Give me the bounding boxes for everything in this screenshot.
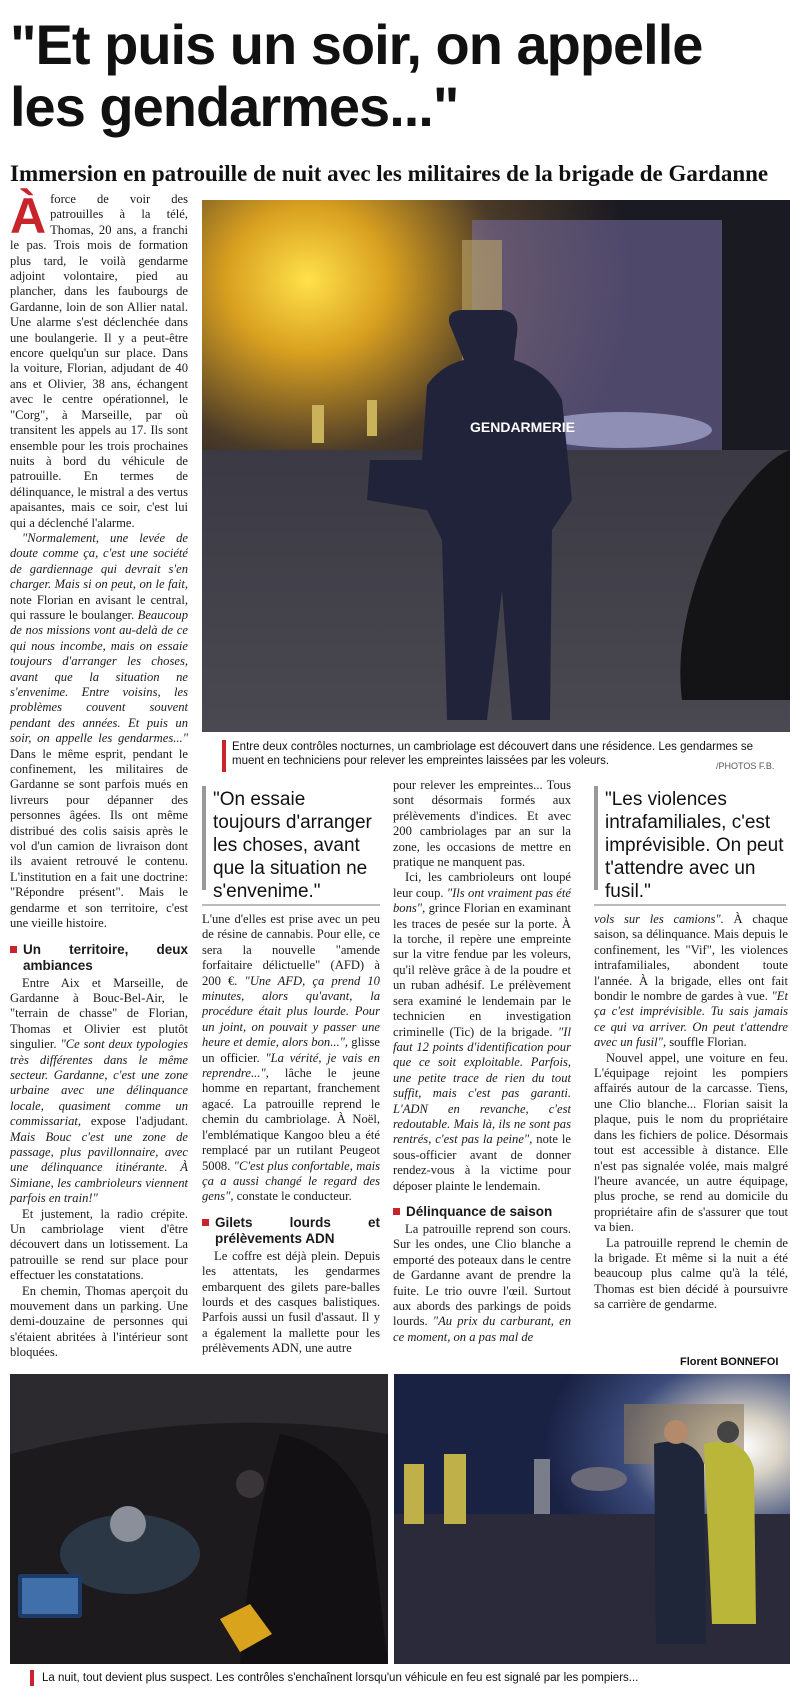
paragraph	[393, 1222, 571, 1345]
text: L'une d'elles est prise avec un peu de résine de cannabis. Pour elle, ce sera la nouvelle "amende forfaitaire délictuelle" (AFD) à 200 €.	[202, 912, 380, 988]
subhead-text: Gilets lourds et prélèvements ADN	[215, 1214, 380, 1246]
text: note Florian en avisant le central, qui rassure le boulanger.	[10, 592, 188, 622]
paragraph	[10, 531, 188, 932]
text: souffle Florian.	[666, 1035, 747, 1050]
article-column-2	[202, 912, 380, 1357]
quote-text: "Il faut 12 points d'identification pour que ce soit exploitable. Parfois, une petite trace de rien du tout suffit, mais c'est pas garanti. L'ADN en revanche, c'est redoutable. Mais là, ils ne sont pas rentrés, c'est pas la peine",	[393, 1024, 571, 1147]
photo-caption-bottom: La nuit, tout devient plus suspect. Les contrôles s'enchaînent lorsqu'un véhicule en feu est signalé par les pompiers...	[42, 1672, 639, 1684]
quote-text: "Une AFD, ça prend 10 minutes, alors qu'avant, la procédure était plus lourde. Pour un joint, on pouvait y passer une heure et demie, alors bon...",	[202, 973, 380, 1050]
subhead	[202, 1215, 380, 1247]
bullet-square	[202, 1219, 209, 1226]
quote-text: "Normalement, une levée de doute comme ça, c'est une société de gardiennage qui devrait s'en charger. Mais si on peut, on le fait,	[10, 530, 188, 592]
pull-quote-1: "On essaie toujours d'arranger les choses, avant que la situation ne s'envenime."	[213, 789, 372, 902]
photo-patrol-car-interior	[10, 1374, 388, 1664]
paragraph: Nouvel appel, une voiture en feu. L'équipage rejoint les pompiers affairés autour de la carcasse. Tiens, une Clio blanche... Florian saisit la plaque, puis le nom du propriétaire dans les fichiers de police. Désormais tout est accessible à distance. Elle n'est pas signalée volée, mais malgré l'heure avancée, un autre équipage, plus proche, se rend au domicile du propriétaire afin de s'assurer que tout va bien.	[594, 1050, 788, 1235]
text: lâche le jeune homme en repartant, franchement agacé. La patrouille reprend le chemin du cambriolage. À Noël, l'emblématique Kangoo bleu a été remplacé par un rutilant Peugeot 5008.	[202, 1066, 380, 1173]
paragraph: La patrouille reprend le chemin de la brigade. Et même si la nuit a été beaucoup plus calme qu'à la télé, Thomas est bien décidé à poursuivre sa carrière de gendarme.	[594, 1235, 788, 1312]
quote-bar	[594, 786, 598, 890]
text: La patrouille reprend son cours. Sur les ondes, une Clio blanche a emporté des poteaux dans le centre de Gardanne avant de prendre la fuite. Le trio ouvre l'œil. Surtout aux abords des parkings de poids lourds.	[393, 1221, 571, 1329]
bullet-square	[393, 1208, 400, 1215]
paragraph	[594, 912, 788, 1051]
headline: "Et puis un soir, on appelle les gendarmes..."	[10, 13, 703, 138]
paragraph: Le coffre est déjà plein. Depuis les attentats, les gendarmes embarquent des gilets pare-balles lourds et des casques balistiques. Parfois aussi un fusil d'assaut. Il y a également la mallette pour les prélèvements ADN, une autre	[202, 1248, 380, 1356]
text: Dans le même esprit, pendant le confinement, les militaires de Gardanne se sont parfois mués en livreurs pour dépanner des personnes âgées. Ils ont même distribué des colis saisis après le vol d'un camion de livraison dont ils avaient retrouvé le contenu. L'institution en a fait une doctrine: "Répondre présent". Mais le gendarme et son territoire, c'est une vieille histoire.	[10, 746, 188, 931]
quote-text: Beaucoup de nos missions vont au-delà de ce qui nous incombe, mais on essaie toujours d'arranger les choses, avant que la situation ne s'envenime. Entre voisins, les problèmes couvent souvent pendant des années. Et puis un soir, on appelle les gendarmes..."	[10, 607, 188, 746]
author-signature: Florent BONNEFOI	[680, 1356, 779, 1368]
text: Ici, les cambrioleurs ont loupé leur coup.	[393, 870, 571, 900]
paragraph	[10, 976, 188, 1207]
article-column-1	[10, 188, 188, 1361]
text: À chaque saison, sa délinquance. Mais depuis le confinement, les "Vif", les violences intrafamiliales, abondent toute l'année. À la brigade, elles ont fait bondir le nombre de gardes à vue.	[594, 912, 788, 1004]
bullet-square	[10, 946, 17, 953]
quote-bar	[202, 786, 206, 890]
quote-text: "Au prix du carburant, en ce moment, on a pas mal de	[393, 1314, 571, 1344]
text: constate le conducteur.	[233, 1189, 352, 1204]
subheadline: Immersion en patrouille de nuit avec les militaires de la brigade de Gardanne	[10, 161, 769, 186]
caption-bar	[222, 740, 226, 772]
text: glisse un officier.	[202, 1035, 380, 1065]
photo-illustration	[202, 200, 790, 732]
text: Entre Aix et Marseille, de Gardanne à Bouc-Bel-Air, le "terrain de chasse" de Florian, Thomas et Olivier est plutôt singulier.	[10, 975, 188, 1052]
photo-gendarme-night	[202, 200, 790, 732]
quote-text: "C'est plus confortable, mais ça a aussi changé le regard des gens",	[202, 1158, 381, 1204]
subhead	[393, 1204, 571, 1220]
text: grince Florian en examinant les traces de pesée sur la porte. À la torche, il repère une empreinte sur la vitre fendue par les voleurs, qu'il relève grâce à de la poudre et un ruban adhésif. Le prélèvement sera examiné le lendemain par le technicien en investigation criminelle (Tic) de la brigade.	[393, 901, 571, 1039]
photo-illustration	[10, 1374, 388, 1664]
photo-caption-top: Entre deux contrôles nocturnes, un cambriolage est découvert dans une résidence. Les gendarmes se muent en techniciens pour relever les empreintes laissées par les voleurs.	[232, 741, 754, 767]
quote-text: "Et ça c'est imprévisible. Tu sais jamais ce qui va arriver. On peut t'attendre avec un fusil",	[594, 989, 788, 1050]
paragraph	[202, 912, 380, 1205]
paragraph: Et justement, la radio crépite. Un cambriolage vient d'être découvert dans un lotissement. La patrouille se rend sur place pour effectuer les constatations.	[10, 1206, 188, 1283]
text: force de voir des patrouilles à la télé, Thomas, 20 ans, a franchi le pas. Trois mois de formation plus tard, le voilà gendarme adjoint volontaire, pied au plancher, dans les faubourgs de Gardanne, loin de son Allier natal. Une alarme s'est déclenchée dans une boulangerie. Il y a peut-être encore quelqu'un sur place. Dans la voiture, Florian, adjudant de 40 ans et Olivier, 38 ans, échangent avec le centre opérationnel, le "Corg", à Marseille, par où transitent les appels au 17. Ils sont ensemble pour les trois prochaines nuits à bord du véhicule de patrouille. En termes de délinquance, le mistral a des vertus apaisantes, mais ce soir, c'est lui qui a déclenché l'alarme.	[10, 192, 188, 530]
quote-underline	[202, 904, 380, 906]
dropcap: À	[10, 188, 47, 244]
paragraph	[393, 870, 571, 1194]
paragraph: pour relever les empreintes... Tous sont désormais formés aux prélèvements d'indices. Et avec 200 cambriolages par an sur la zone, les occasions de mettre en pratique ne manquent pas.	[393, 778, 571, 870]
pull-quote-2: "Les violences intrafamiliales, c'est imprévisible. On peut t'attendre avec un fusil."	[605, 789, 784, 902]
photo-illustration	[394, 1374, 790, 1664]
subhead-text: Un territoire, deux ambiances	[23, 941, 188, 973]
photo-credit: /PHOTOS F.B.	[716, 761, 775, 771]
quote-underline	[594, 904, 786, 906]
quote-text: "Ce sont deux typologies très différentes dans le même secteur. Gardanne, c'est une zone urbaine avec une délinquance locale, quasiment comme un commissariat,	[10, 1037, 188, 1129]
paragraph	[10, 188, 188, 531]
paragraph: En chemin, Thomas aperçoit du mouvement dans un parking. Une demi-douzaine de personnes qui s'étaient abritées à l'intérieur sont bloquées.	[10, 1283, 188, 1360]
article-column-3	[393, 778, 571, 1345]
text: note le sous-officier avant de donner rendez-vous à la victime pour déposer plainte le lendemain.	[393, 1132, 571, 1193]
quote-text: "Ils ont vraiment pas été bons",	[393, 885, 571, 916]
subhead	[10, 942, 188, 974]
photo-car-fire-firefighters	[394, 1374, 790, 1664]
quote-text: Mais Bouc c'est une zone de passage, plus pavillonnaire, avec une délinquance itinérante. À Simiane, les cambrioleurs viennent parfois en train!"	[10, 1129, 188, 1206]
quote-text: "La vérité, je vais en reprendre...",	[202, 1050, 380, 1081]
caption-bar	[30, 1670, 34, 1686]
quote-text: vols sur les camions".	[594, 912, 724, 926]
subhead-text: Délinquance de saison	[406, 1203, 553, 1219]
article-column-4	[594, 912, 788, 1313]
vest-label: GENDARMERIE	[470, 419, 576, 435]
text: expose l'adjudant.	[81, 1114, 188, 1129]
